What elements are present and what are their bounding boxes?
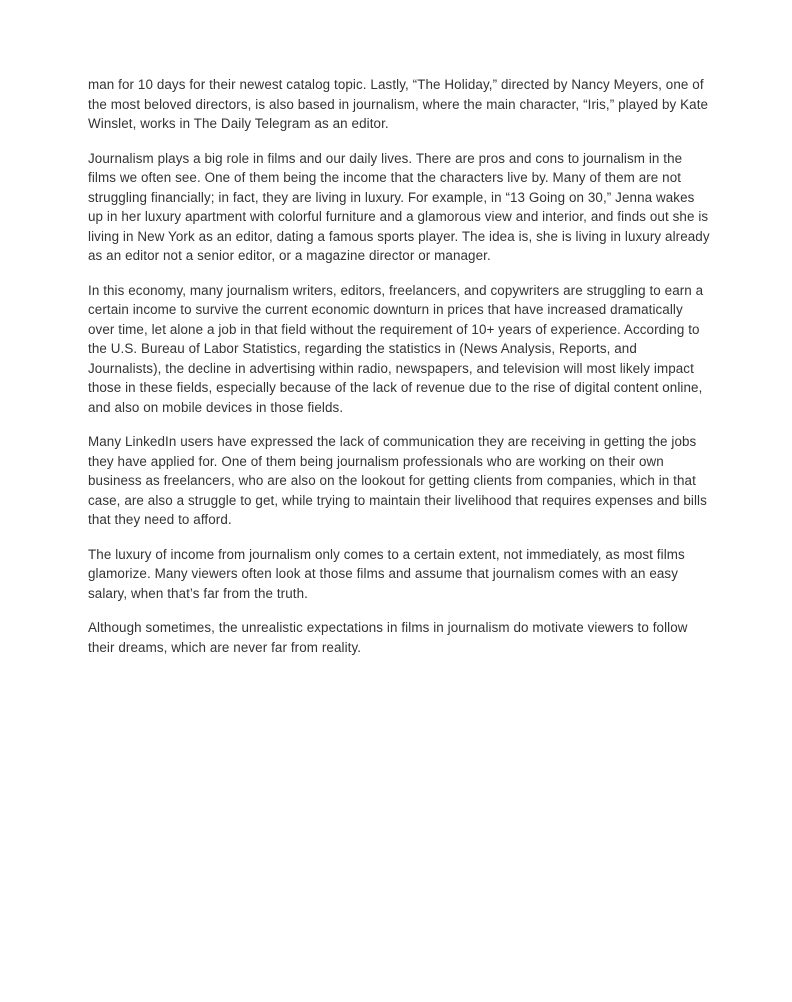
paragraph-1: man for 10 days for their newest catalog topic. Lastly, “The Holiday,” directed by Nancy Meyers, one of the most beloved directors, is also based in journalism, where the main character, “Iris,” played by Kate Winslet, works in The Daily Telegram as an editor. xyxy=(88,77,709,131)
paragraph-4: Many LinkedIn users have expressed the lack of communication they are receiving in getting the jobs they have applied for. One of them being journalism professionals who are working on their own business as freelancers, who are also on the lookout for getting clients from companies, which in that case, are also a struggle to get, while trying to maintain their livelihood that requires expenses and bills that they need to afford. xyxy=(88,434,707,527)
paragraph-2: Journalism plays a big role in films and our daily lives. There are pros and cons to journalism in the films we often see. One of them being the income that the characters live by. Many of them are not struggling financially; in fact, they are living in luxury. For example, in “13 Going on 30,” Jenna wakes up in her luxury apartment with colorful furniture and a glamorous view and interior, and finds out she is living in New York as an editor, dating a famous sports player. The idea is, she is living in luxury already as an editor not a senior editor, or a magazine director or manager. xyxy=(88,150,710,263)
paragraph-6: Although sometimes, the unrealistic expectations in films in journalism do motivate viewers to follow their dreams, which are never far from reality. xyxy=(88,620,688,655)
paragraph-5: The luxury of income from journalism only comes to a certain extent, not immediately, as most films glamorize. Many viewers often look at those films and assume that journalism comes with an easy salary, when that’s far from the truth. xyxy=(88,546,685,601)
document-text-body xyxy=(88,75,712,672)
paragraph-3: In this economy, many journalism writers, editors, freelancers, and copywriters are struggling to earn a certain income to survive the current economic downturn in prices that have increased dramatically over time, let alone a job in that field without the requirement of 10+ years of experience. According to the U.S. Bureau of Labor Statistics, regarding the statistics in (News Analysis, Reports, and Journalists), the decline in advertising within radio, newspapers, and television will most likely impact those in these fields, especially because of the lack of revenue due to the rise of digital content online, and also on mobile devices in those fields. xyxy=(88,282,704,415)
